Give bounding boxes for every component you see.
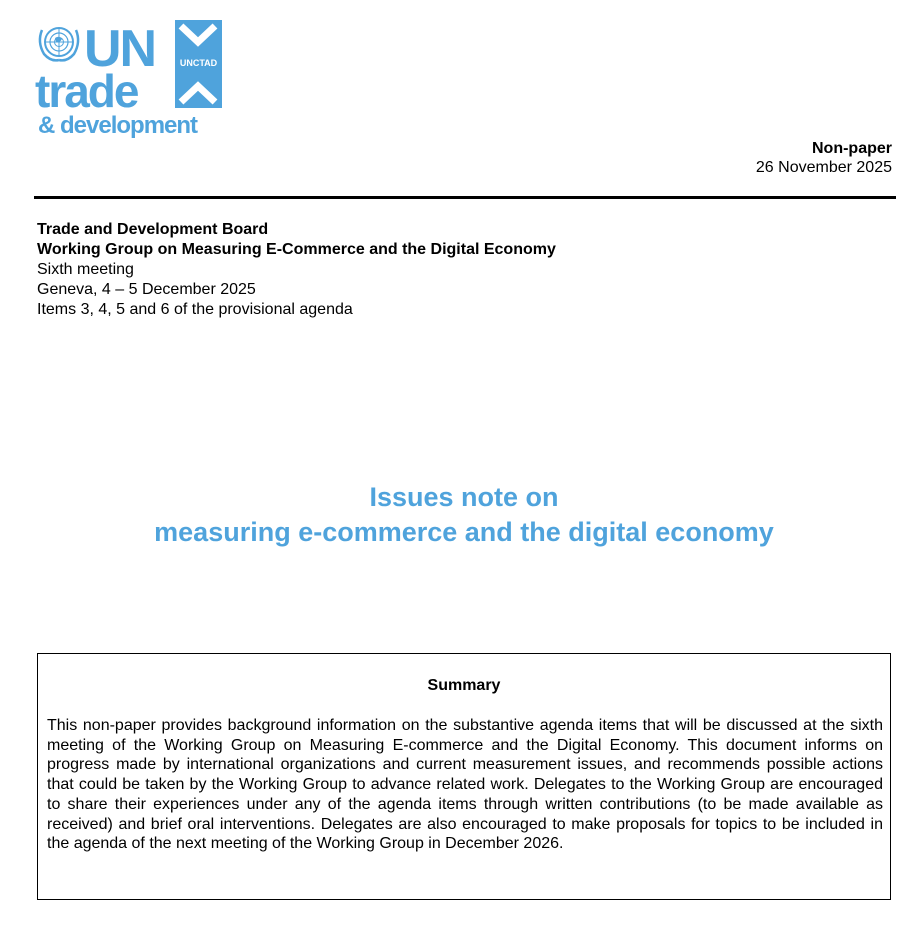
header-divider xyxy=(34,196,896,199)
session-info xyxy=(37,220,556,320)
svg-text:& development: & development xyxy=(38,112,198,138)
board-name: Trade and Development Board xyxy=(37,221,269,238)
unctad-badge-icon xyxy=(175,20,222,108)
document-date: 26 November 2025 xyxy=(755,159,892,176)
summary-text: This non-paper provides background information on the substantive agenda items that will be discussed at the sixth meeting of the Working Group on Measuring E-commerce and the Digital Economy. This document informs on progress made by international organizations and current measurement issues, and recommends possible actions that could be taken by the Working Group to advance related work. Delegates to the Working Group are encouraged to share their experiences under any of the agenda items through written contributions (to be made available as received) and brief oral interventions. Delegates are also encouraged to make proposals for topics to be included in the agenda of the next meeting of the Working Group in December 2026. xyxy=(47,717,883,853)
svg-text:UNCTAD: UNCTAD xyxy=(179,58,218,68)
meeting-location-date: Geneva, 4 – 5 December 2025 xyxy=(37,281,256,298)
summary-heading: Summary xyxy=(427,677,501,694)
meeting-number: Sixth meeting xyxy=(37,261,134,278)
summary-box xyxy=(37,653,891,900)
document-meta xyxy=(756,139,892,177)
agenda-items: Items 3, 4, 5 and 6 of the provisional agenda xyxy=(37,301,353,318)
svg-text:trade: trade xyxy=(35,65,138,117)
document-title xyxy=(0,480,918,550)
title-line-2: measuring e-commerce and the digital economy xyxy=(154,517,774,547)
document-type: Non-paper xyxy=(812,140,892,157)
working-group-name: Working Group on Measuring E-Commerce and the Digital Economy xyxy=(37,241,556,258)
un-trade-development-logo xyxy=(35,20,225,138)
title-line-1: Issues note on xyxy=(369,482,559,512)
svg-text:UN: UN xyxy=(84,20,156,78)
un-emblem-icon xyxy=(40,28,78,60)
